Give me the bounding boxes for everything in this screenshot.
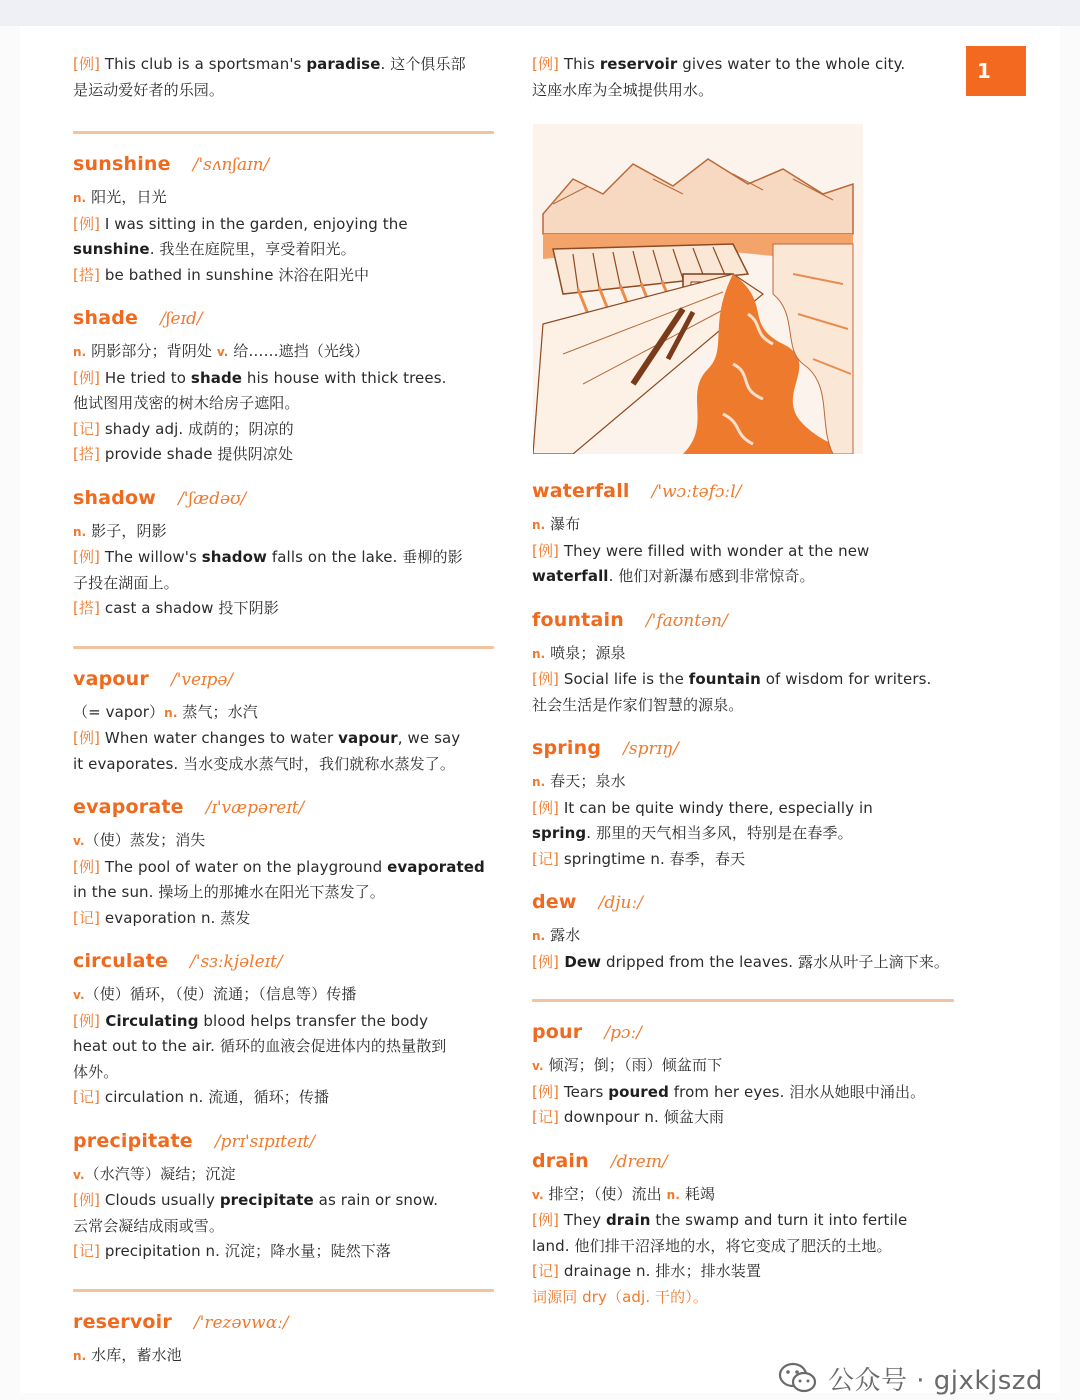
part-of-speech: v. [73, 834, 85, 848]
part-of-speech: n. [164, 705, 178, 720]
entry-shade [73, 307, 494, 468]
phonetic: /'sʌnʃaɪn/ [192, 155, 270, 175]
entry-line [73, 1239, 494, 1265]
entry-line [73, 1188, 494, 1214]
text: 体外。 [73, 1062, 119, 1081]
text: It can be quite windy there, especially in [559, 798, 873, 817]
definition: （使）循环，（使）流通；（信息等）传播 [84, 985, 357, 1003]
phonetic: /ɪ'væpəreɪt/ [205, 798, 305, 818]
entry-line [532, 564, 954, 590]
text: precipitation n. 沉淀；降水量；陡然下落 [100, 1242, 391, 1260]
label-tag: [例] [532, 670, 560, 688]
entry-line [73, 906, 494, 932]
entry-line [73, 391, 494, 417]
entry-line [73, 855, 494, 881]
part-of-speech: n. [666, 1187, 680, 1202]
entry-line [73, 185, 494, 212]
definition: 耗竭 [679, 1184, 716, 1203]
entry-vapour [73, 668, 494, 778]
entry-line [532, 1208, 954, 1234]
phonetic: /'veɪpə/ [170, 669, 234, 690]
entry-line [73, 339, 494, 366]
definition: 排空；（使）流出 [543, 1184, 667, 1203]
dam-drawing [533, 124, 863, 454]
entry-line [532, 1285, 954, 1311]
text: （= vapor） [73, 702, 165, 721]
entry-line [73, 366, 494, 392]
text: . 那里的天气相当多风，特别是在春季。 [586, 824, 853, 842]
text: shady adj. 成荫的；阴凉的 [100, 419, 294, 438]
entry-dew [532, 891, 954, 975]
headword: dew [532, 891, 577, 913]
text: The pool of water on the playground [100, 857, 388, 876]
reservoir-illustration [533, 124, 863, 454]
text: evaporation n. 蒸发 [100, 908, 251, 927]
text: the swamp and turn it into fertile [650, 1211, 908, 1229]
text: circulation n. 流通，循环；传播 [100, 1088, 330, 1106]
part-of-speech: v. [532, 1187, 544, 1202]
entry-line [532, 1234, 954, 1260]
entry-line [532, 1182, 954, 1209]
label-tag: [例] [532, 1211, 560, 1229]
headword: spring [532, 737, 602, 759]
text: blood helps transfer the body [198, 1011, 429, 1030]
headword: drain [532, 1149, 589, 1172]
label-tag: [例] [73, 857, 101, 876]
entry-line [532, 1105, 954, 1131]
headword: precipitate [73, 1129, 193, 1152]
dictionary-page [20, 26, 1060, 1396]
label-tag: [例] [73, 368, 101, 387]
phonetic: /'ʃædəʊ/ [178, 488, 247, 509]
label-tag: [记] [73, 419, 101, 438]
text: his house with thick trees. [242, 368, 447, 387]
headword-row [532, 609, 954, 641]
entry-line [73, 519, 494, 546]
text: be bathed in sunshine 沐浴在阳光中 [100, 265, 370, 284]
label-tag: [记] [532, 849, 560, 868]
entry-line [73, 752, 494, 778]
part-of-speech: n. [532, 518, 546, 532]
entry-line [73, 828, 494, 855]
text: from her eyes. 泪水从她眼中涌出。 [668, 1082, 926, 1101]
part-of-speech: n. [532, 929, 546, 943]
intro-example: [例] This reservoir gives water to the whole city. 这座水库为全城提供用水。 [532, 55, 906, 99]
text: heat out to the air. 循环的血液会促进体内的热量散到 [73, 1037, 447, 1055]
keyword: Circulating [100, 1011, 199, 1030]
entry-line [73, 1343, 494, 1370]
entry-line [73, 1085, 494, 1111]
entry-line [73, 212, 494, 238]
page-number-badge: 1 [966, 46, 1026, 96]
entry-line [532, 769, 954, 796]
keyword: vapour [338, 729, 398, 747]
label-tag: [例] [73, 214, 101, 233]
definition: 给……遮挡（光线） [228, 342, 370, 360]
headword: sunshine [73, 153, 171, 175]
entry-line [73, 982, 494, 1009]
entry-line [73, 880, 494, 906]
part-of-speech: n. [532, 646, 546, 661]
text: When water changes to water [100, 729, 339, 747]
left-column [73, 52, 494, 1369]
label-tag: [例] [532, 952, 560, 971]
text: falls on the lake. 垂柳的影 [267, 548, 463, 566]
label-tag: [搭] [73, 265, 101, 284]
headword-row [73, 487, 494, 519]
definition: 蒸气；水汽 [177, 702, 258, 721]
label-tag: [例] [532, 1082, 560, 1101]
text: it evaporates. 当水变成水蒸气时，我们就称水蒸发了。 [73, 754, 455, 773]
entry-fountain [532, 609, 954, 719]
entry-line [73, 596, 494, 622]
label-tag: [记] [73, 1242, 101, 1260]
wechat-icon [778, 1361, 818, 1395]
part-of-speech: v. [216, 345, 229, 359]
headword: waterfall [532, 480, 630, 502]
text: springtime n. 春季，春天 [559, 849, 746, 868]
definition: 阳光，日光 [86, 188, 167, 206]
entry-line [73, 263, 494, 289]
label-tag: [例] [73, 548, 101, 566]
definition: 瀑布 [545, 515, 581, 533]
headword: shade [73, 307, 139, 329]
headword: evaporate [73, 796, 184, 818]
label-tag: [例] [73, 729, 101, 747]
text: Tears [559, 1082, 609, 1101]
text: downpour n. 倾盆大雨 [559, 1108, 725, 1126]
definition: 倾泻；倒；（雨）倾盆而下 [543, 1056, 723, 1074]
entry-line [532, 641, 954, 668]
keyword: shade [190, 368, 243, 387]
entry-line [532, 667, 954, 693]
part-of-speech: v. [73, 988, 85, 1002]
part-of-speech: n. [73, 345, 87, 359]
headword: shadow [73, 486, 157, 509]
entry-drain [532, 1150, 954, 1311]
keyword: waterfall [532, 567, 609, 585]
text: Clouds usually [100, 1191, 220, 1209]
definition: 影子，阴影 [86, 521, 167, 540]
definition: 露水 [545, 926, 581, 944]
phonetic: /'faʊntən/ [645, 610, 728, 631]
text: 社会生活是作家们智慧的源泉。 [532, 695, 744, 714]
headword-row [73, 1130, 494, 1162]
top-band [0, 0, 1080, 26]
phonetic: /prɪ'sɪpɪteɪt/ [214, 1131, 316, 1152]
label-tag: [记] [73, 1088, 101, 1106]
headword: circulate [73, 950, 169, 972]
entry-line [532, 821, 954, 847]
headword: fountain [532, 608, 624, 631]
keyword: Dew [559, 952, 602, 971]
entry-reservoir [73, 1311, 494, 1370]
text: land. 他们排干沼泽地的水，将它变成了肥沃的土地。 [532, 1236, 892, 1255]
entry-line [532, 539, 954, 565]
entry-line [73, 726, 494, 752]
etymology-note: 词源同 dry（adj. 干的）。 [532, 1287, 708, 1306]
entry-line [532, 1259, 954, 1285]
definition: （使）蒸发；消失 [84, 831, 206, 849]
phonetic: /'wɔːtəfɔːl/ [651, 482, 742, 502]
text: The willow's [100, 548, 202, 566]
text: . 他们对新瀑布感到非常惊奇。 [608, 567, 815, 585]
definition: 春天；泉水 [545, 772, 626, 790]
text: cast a shadow 投下阴影 [100, 599, 279, 617]
text: of wisdom for writers. [760, 670, 932, 688]
keyword: fountain [688, 670, 761, 688]
section-divider [73, 1289, 494, 1292]
headword: pour [532, 1021, 583, 1043]
headword-row [532, 1150, 954, 1182]
phonetic: /pɔː/ [604, 1023, 642, 1043]
keyword: evaporated [387, 857, 485, 876]
headword-row [73, 668, 494, 700]
headword-row [73, 307, 494, 339]
text: 子投在湖面上。 [73, 573, 179, 592]
text: dripped from the leaves. 露水从叶子上滴下来。 [601, 952, 950, 971]
entry-line [532, 512, 954, 539]
text: He tried to [100, 368, 191, 387]
entry-line [532, 1053, 954, 1080]
entry-line [73, 1009, 494, 1035]
definition: 喷泉；源泉 [545, 643, 626, 662]
intro-example: [例] This club is a sportsman's paradise. 这个俱乐部 是运动爱好者的乐园。 [73, 55, 466, 99]
entry-circulate [73, 950, 494, 1111]
text: They [559, 1211, 606, 1229]
phonetic: /djuː/ [598, 893, 643, 913]
headword-row [73, 153, 494, 185]
entry-line [73, 1162, 494, 1189]
phonetic: /ʃeɪd/ [160, 309, 203, 329]
entry-line [73, 442, 494, 468]
entry-line [73, 1214, 494, 1240]
entry-line [532, 950, 954, 976]
definition: （水汽等）凝结；沉淀 [84, 1164, 236, 1183]
section-divider [73, 646, 494, 649]
headword-row [532, 1021, 954, 1053]
entry-sunshine [73, 153, 494, 288]
text: 他试图用茂密的树木给房子遮阳。 [73, 394, 300, 412]
phonetic: /'rezəvwɑː/ [193, 1312, 289, 1333]
entry-line [532, 923, 954, 950]
entry-line [73, 545, 494, 571]
keyword: spring [532, 824, 587, 842]
text: I was sitting in the garden, enjoying the [100, 214, 408, 233]
entry-line [73, 700, 494, 727]
headword-row [73, 796, 494, 828]
left-entries [73, 153, 494, 1369]
entry-line [73, 417, 494, 443]
text: drainage n. 排水；排水装置 [559, 1262, 762, 1280]
label-tag: [搭] [73, 599, 101, 617]
phonetic: /'sɜːkjəleɪt/ [190, 952, 283, 972]
entry-line [73, 1060, 494, 1086]
entry-line [532, 1080, 954, 1106]
text: as rain or snow. [313, 1191, 439, 1209]
label-tag: [例] [532, 541, 560, 560]
part-of-speech: n. [73, 524, 87, 539]
keyword: shadow [201, 548, 268, 566]
part-of-speech: n. [73, 1348, 87, 1363]
part-of-speech: n. [73, 191, 87, 205]
label-tag: [记] [532, 1262, 560, 1280]
entry-line [532, 847, 954, 873]
text: 云常会凝结成雨或雪。 [73, 1216, 225, 1235]
phonetic: /dreɪn/ [610, 1151, 668, 1172]
section-divider [532, 999, 954, 1002]
definition: 水库，蓄水池 [86, 1345, 182, 1364]
text: , we say [397, 729, 461, 747]
part-of-speech: v. [532, 1059, 544, 1073]
phonetic: /sprɪŋ/ [623, 739, 679, 759]
label-tag: [记] [73, 908, 101, 927]
keyword: sunshine [73, 240, 150, 258]
part-of-speech: n. [532, 775, 546, 789]
entry-line [73, 1034, 494, 1060]
headword-row [73, 1311, 494, 1343]
watermark: 公众号 · gjxkjszd [778, 1356, 1078, 1400]
entry-evaporate [73, 796, 494, 931]
headword-row [532, 480, 954, 512]
label-tag: [搭] [73, 445, 101, 463]
entry-line [73, 571, 494, 597]
entry-shadow [73, 487, 494, 622]
entry-waterfall [532, 480, 954, 590]
section-divider [73, 131, 494, 134]
label-tag: [记] [532, 1108, 560, 1126]
headword: vapour [73, 667, 149, 690]
entry-pour [532, 1021, 954, 1131]
entry-line [532, 796, 954, 822]
definition: 阴影部分；背阴处 [86, 342, 217, 360]
part-of-speech: v. [73, 1167, 85, 1182]
text: in the sun. 操场上的那摊水在阳光下蒸发了。 [73, 883, 385, 901]
entry-line [73, 237, 494, 263]
entry-line [532, 693, 954, 719]
headword-row [532, 891, 954, 923]
keyword: drain [605, 1211, 651, 1229]
keyword: precipitate [219, 1191, 314, 1209]
entry-spring [532, 737, 954, 872]
text: . 我坐在庭院里，享受着阳光。 [149, 240, 356, 258]
label-tag: [例] [73, 1191, 101, 1209]
keyword: poured [608, 1082, 669, 1101]
label-tag: [例] [73, 1011, 101, 1030]
label-tag: [例] [532, 798, 560, 817]
text: Social life is the [559, 670, 689, 688]
entry-precipitate [73, 1130, 494, 1265]
text: provide shade 提供阴凉处 [100, 445, 293, 463]
headword: reservoir [73, 1310, 172, 1333]
headword-row [532, 737, 954, 769]
headword-row [73, 950, 494, 982]
text: They were filled with wonder at the new [559, 541, 870, 560]
